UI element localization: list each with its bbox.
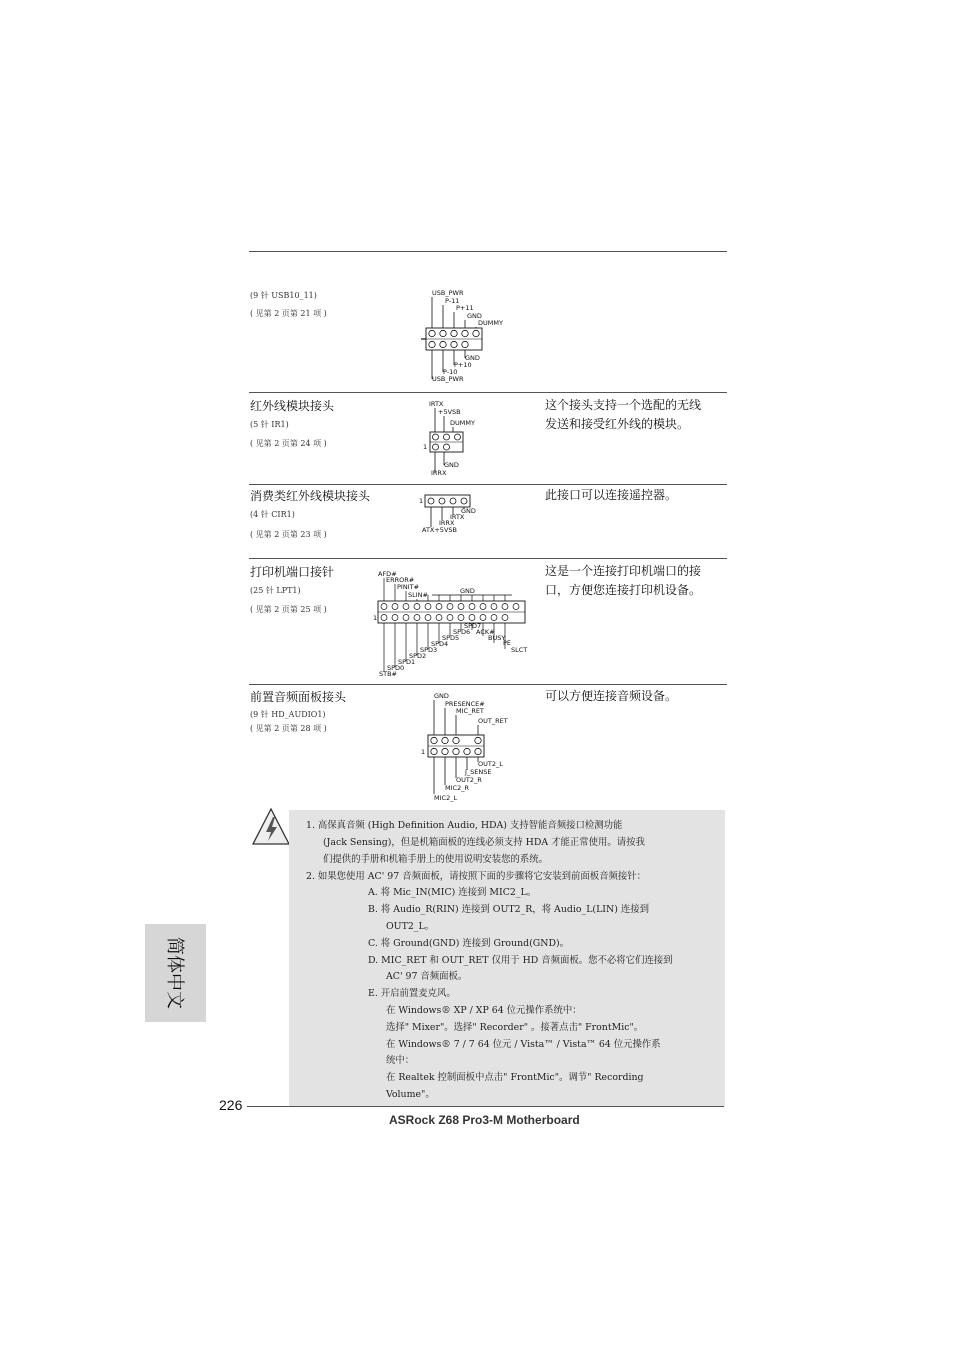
lpt-label: BUSY — [488, 634, 506, 642]
lpt-desc: 这是一个连接打印机端口的接口，方便您连接打印机设备。 — [545, 564, 702, 597]
note-line: 统中： — [386, 1055, 415, 1066]
note-line: Volume"。 — [386, 1089, 435, 1100]
footer-rule — [247, 1106, 724, 1107]
note-line: D. MIC_RET 和 OUT_RET 仅用于 HD 音频面板。您不必将它们连接到 — [368, 955, 673, 966]
lpt-label: SPD6 — [453, 628, 471, 636]
ir-label: GND — [444, 461, 459, 469]
ir-label: IRTX — [429, 400, 444, 408]
usb-label: P+11 — [456, 304, 474, 312]
note-line: 在 Windows® XP / XP 64 位元操作系统中： — [386, 1005, 582, 1016]
lpt-ref: ( 见第 2 页第 25 项 ) — [250, 605, 327, 614]
lpt-label: PINIT# — [397, 583, 420, 591]
top-rule — [249, 251, 727, 252]
audio-pins: (9 针 HD_AUDIO1) — [250, 710, 326, 719]
audio-label: GND — [434, 692, 449, 700]
note-line: 们提供的手册和机箱手册上的使用说明安装您的系统。 — [323, 854, 549, 865]
note-line: (Jack Sensing)，但是机箱面板的连线必须支持 HDA 才能正常使用。请按我 — [323, 837, 645, 848]
ir-label: IRRX — [431, 469, 447, 477]
lpt-label: PE — [503, 639, 512, 647]
note-line: AC' 97 音频面板。 — [386, 971, 468, 982]
cir-desc: 此接口可以连接遥控器。 — [545, 488, 678, 502]
note-line: 2. 如果您使用 AC' 97 音频面板，请按照下面的步骤将它安装到前面板音频接针： — [306, 871, 646, 882]
audio-ref: ( 见第 2 页第 28 项 ) — [250, 724, 327, 733]
ir-label: DUMMY — [450, 419, 475, 427]
ir-pin1-label: 1 — [423, 443, 428, 451]
usb-header-diagram — [415, 286, 525, 386]
ir-title: 红外线模块接头 — [250, 399, 335, 413]
audio-label: MIC2_L — [434, 794, 458, 802]
ir-pins: (5 针 IR1) — [250, 420, 289, 429]
warning-lightning-icon — [250, 806, 292, 848]
note-line: 在 Windows® 7 / 7 64 位元 / Vista™ / Vista™ 64 位元操作系 — [386, 1039, 661, 1050]
cir-pin1-label: 1 — [419, 497, 424, 505]
page-number: 226 — [219, 1097, 243, 1113]
section-divider — [249, 558, 727, 559]
usb-label: P-11 — [445, 297, 460, 305]
language-side-tab — [145, 924, 206, 1022]
lpt-label: SPD5 — [442, 634, 460, 642]
lpt-label: STB# — [379, 670, 398, 678]
section-divider — [249, 484, 727, 485]
cir-label: ATX+5VSB — [422, 526, 457, 534]
usb-label: USB_PWR — [432, 289, 464, 297]
usb-label: DUMMY — [478, 319, 503, 327]
lpt-label: ERROR# — [386, 576, 415, 584]
section-divider — [249, 684, 727, 685]
ir-desc: 这个接头支持一个选配的无线发送和接受红外线的模块。 — [545, 398, 702, 431]
lpt-pins: (25 针 LPT1) — [250, 586, 301, 595]
note-line: E. 开启前置麦克风。 — [368, 988, 456, 999]
ir-header-diagram — [420, 398, 500, 480]
usb-ref: ( 见第 2 页第 21 项 ) — [250, 309, 327, 318]
note-line: 1. 高保真音频 (High Definition Audio, HDA) 支持智能音频接口检测功能 — [306, 820, 623, 831]
audio-label: PRESENCE# — [445, 700, 485, 708]
note-line: A. 将 Mic_IN(MIC) 连接到 MIC2_L。 — [368, 887, 537, 898]
lpt-pin1-label: 1 — [373, 614, 378, 622]
cir-label: IRRX — [439, 519, 455, 527]
footer-title: ASRock Z68 Pro3-M Motherboard — [389, 1113, 580, 1127]
lpt-label: SPD1 — [398, 658, 416, 666]
audio-label: MIC_RET — [456, 707, 484, 715]
ir-ref: ( 见第 2 页第 24 项 ) — [250, 439, 327, 448]
audio-label: OUT2_L — [478, 760, 503, 768]
usb-label: GND — [467, 312, 482, 320]
lpt-label: SLCT — [511, 646, 528, 654]
lpt-header-diagram — [372, 566, 537, 678]
audio-desc: 可以方便连接音频设备。 — [545, 689, 678, 703]
usb-label: P+10 — [454, 361, 472, 369]
audio-title: 前置音频面板接头 — [250, 690, 347, 704]
note-line: B. 将 Audio_R(RIN) 连接到 OUT2_R，将 Audio_L(LIN) 连接到 — [368, 904, 649, 915]
usb-label: GND — [465, 354, 480, 362]
cir-label: GND — [461, 507, 476, 515]
lpt-label: SPD0 — [387, 664, 405, 672]
lpt-label: SPD3 — [420, 646, 438, 654]
note-line: 选择" Mixer"。选择" Recorder" 。接著点击" FrontMic"。 — [386, 1022, 644, 1033]
audio-label: OUT_RET — [478, 717, 508, 725]
usb-pins: (9 针 USB10_11) — [250, 291, 317, 300]
lpt-label: SPD2 — [409, 652, 427, 660]
lpt-label: SLIN# — [408, 591, 428, 599]
cir-ref: ( 见第 2 页第 23 项 ) — [250, 530, 327, 539]
audio-label: J_SENSE — [465, 768, 492, 776]
note-line: C. 将 Ground(GND) 连接到 Ground(GND)。 — [368, 938, 570, 949]
lpt-label: SPD7 — [464, 622, 482, 630]
usb-label: USB_PWR — [432, 375, 464, 383]
audio-label: MIC2_R — [445, 784, 469, 792]
cir-pins: (4 针 CIR1) — [250, 510, 295, 519]
audio-pin1-label: 1 — [421, 748, 426, 756]
lpt-label: ACK# — [476, 628, 495, 636]
section-divider — [249, 392, 727, 393]
lpt-title: 打印机端口接针 — [250, 565, 335, 579]
note-line: 在 Realtek 控制面板中点击" FrontMic"。调节" Recording — [386, 1072, 644, 1083]
cir-title: 消费类红外线模块接头 — [250, 489, 371, 503]
note-line: OUT2_L。 — [386, 921, 435, 932]
lpt-label: GND — [460, 587, 475, 595]
audio-label: OUT2_R — [456, 776, 482, 784]
usb-label: P-10 — [443, 368, 458, 376]
lpt-label: AFD# — [378, 570, 397, 578]
audio-header-diagram — [418, 690, 518, 802]
lpt-label: SPD4 — [431, 640, 449, 648]
cir-label: IRTX — [450, 513, 465, 521]
cir-header-diagram — [417, 491, 497, 537]
ir-label: +5VSB — [438, 408, 461, 416]
side-tab-label: 简体中文 — [163, 937, 185, 1009]
